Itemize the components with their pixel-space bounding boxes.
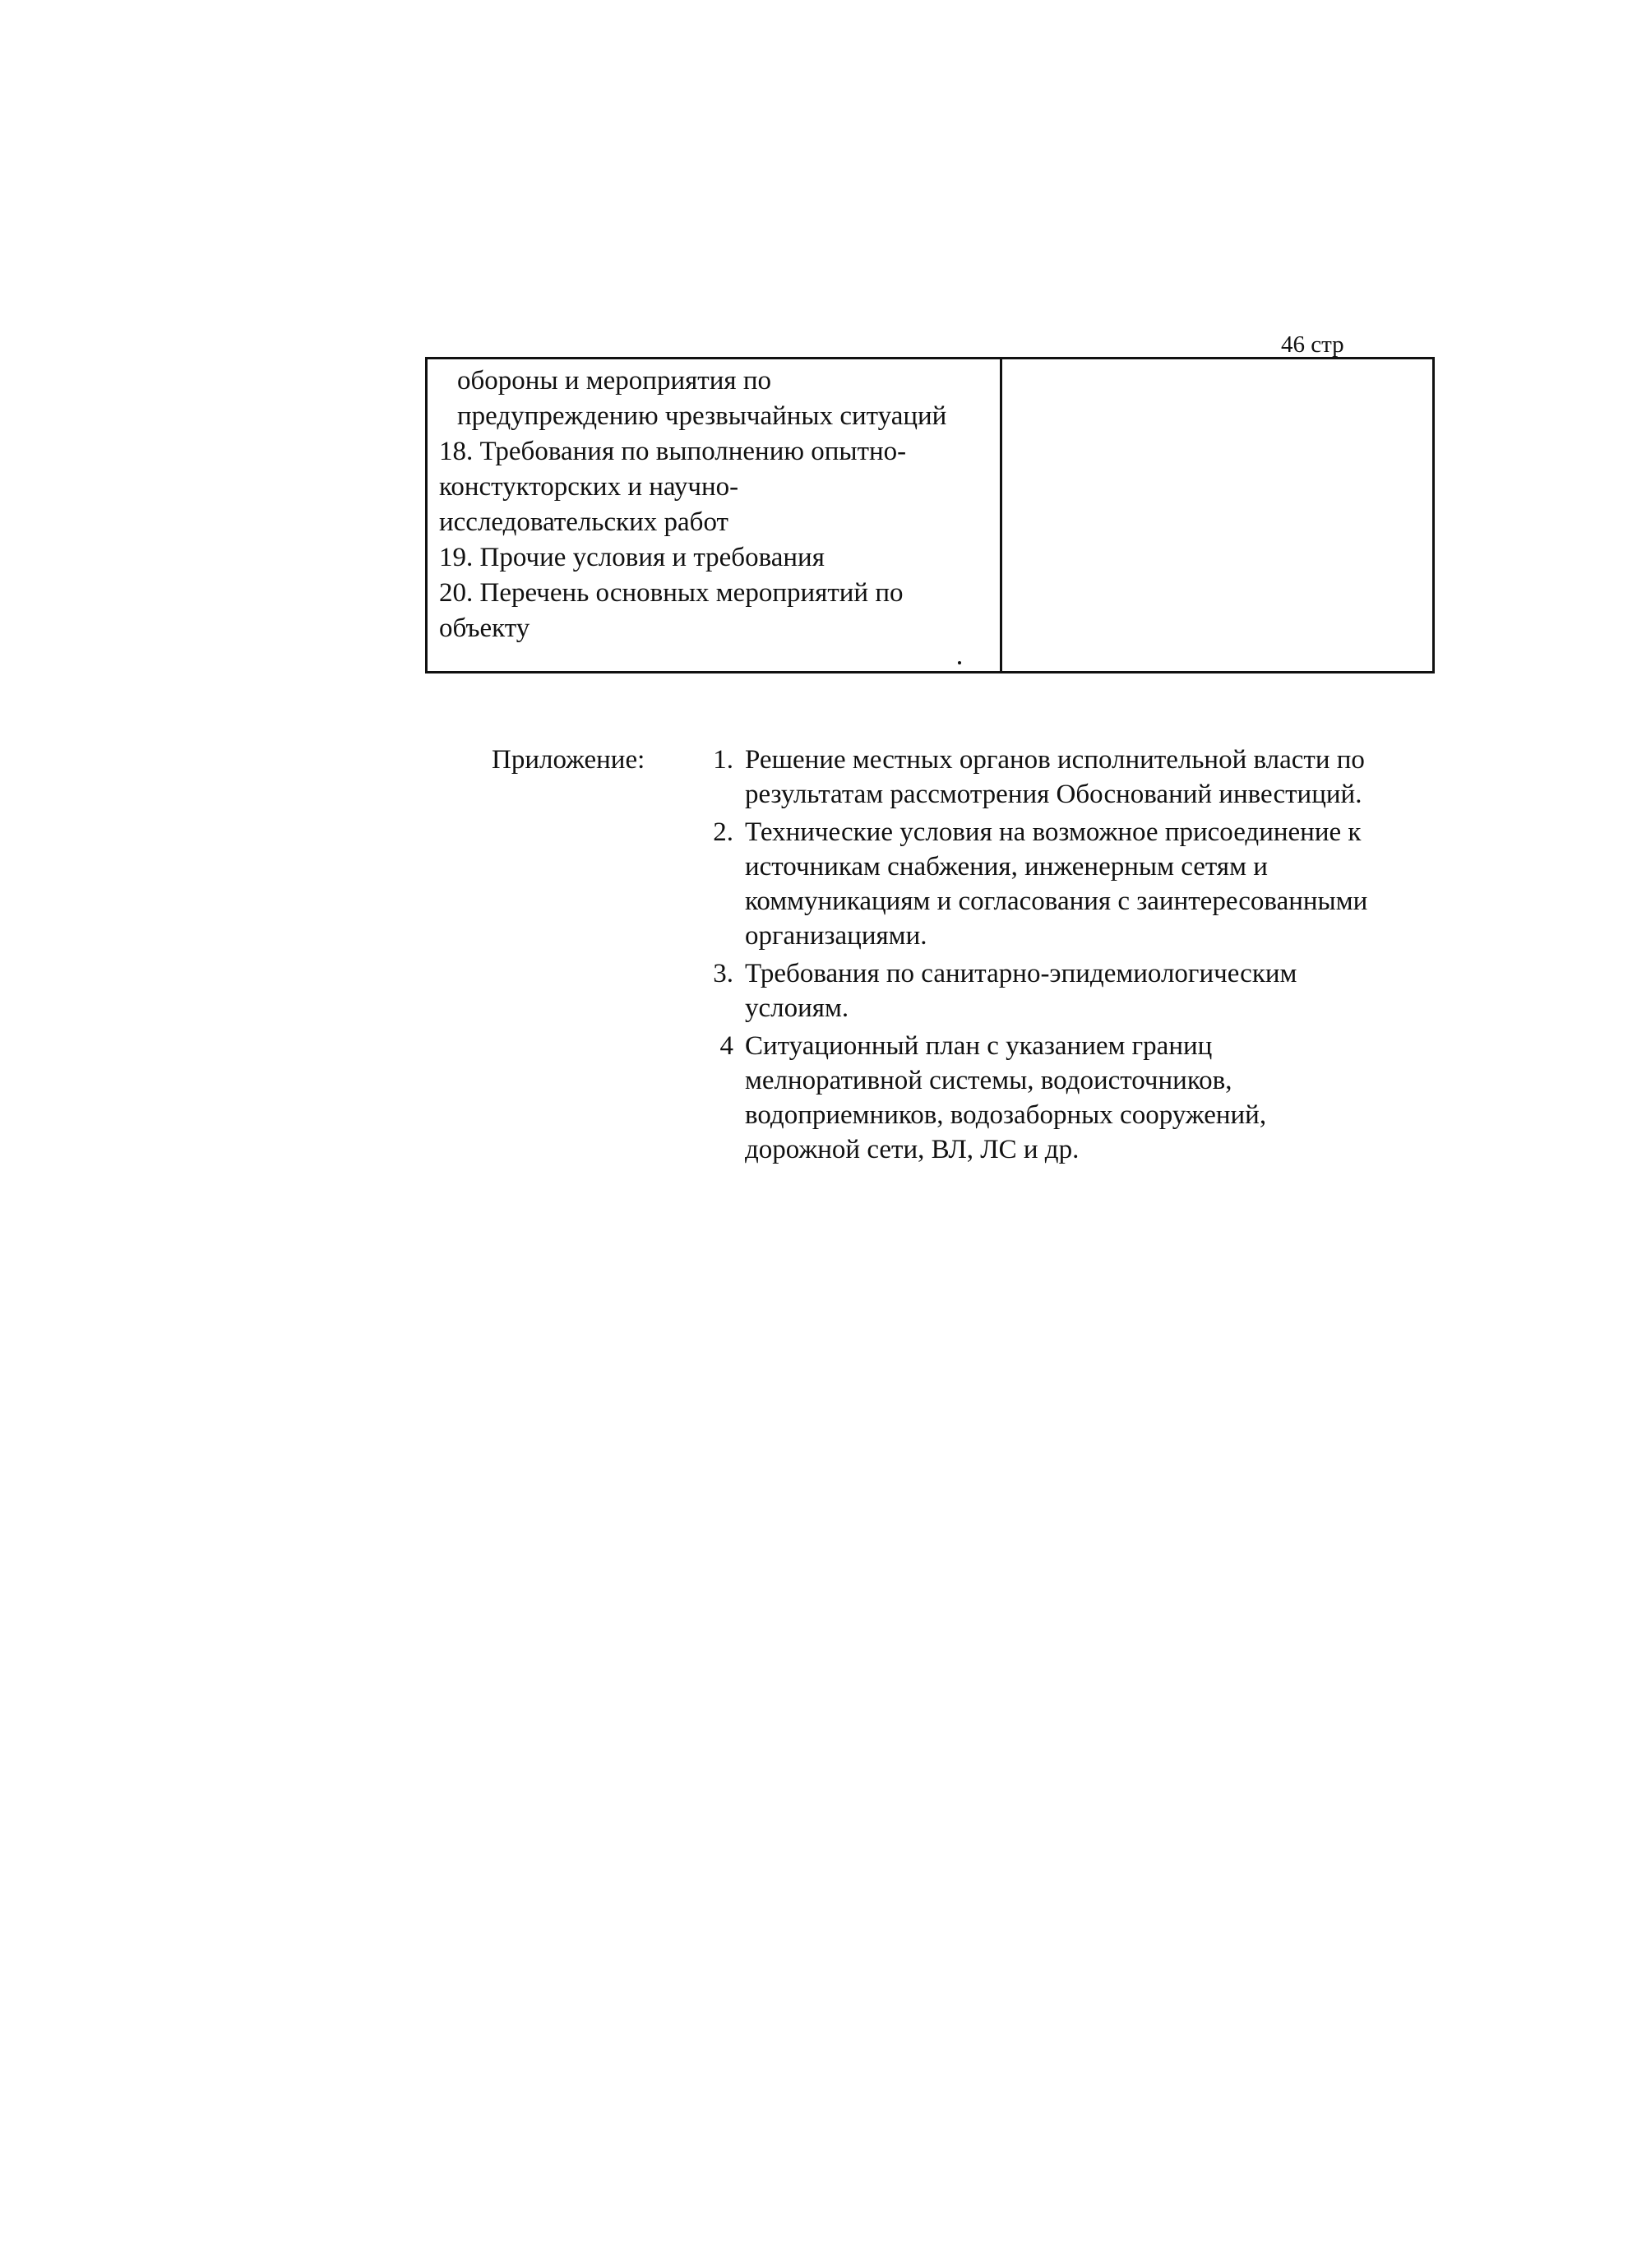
table-text-line: предупреждению чрезвычайных ситуаций: [457, 401, 947, 431]
table-text-line: 19. Прочие условия и требования: [439, 543, 825, 572]
table-text-line: 20. Перечень основных мероприятий по: [439, 578, 904, 608]
appendix-label: Приложение:: [492, 745, 645, 775]
appendix-text-line: Решение местных органов исполнительной власти по: [745, 745, 1365, 775]
appendix-text-line: дорожной сети, ВЛ, ЛС и др.: [745, 1135, 1080, 1164]
appendix-text-line: водоприемников, водозаборных сооружений,: [745, 1100, 1267, 1130]
table-text-line: исследовательских работ: [439, 507, 728, 537]
table-text-line: объекту: [439, 613, 530, 643]
appendix-text-line: Технические условия на возможное присоединение к: [745, 817, 1362, 847]
appendix-list: [697, 743, 1413, 1170]
appendix-item-number: 1.: [713, 745, 733, 775]
appendix-text-line: Требования по санитарно-эпидемиологическим: [745, 959, 1297, 988]
appendix-text-line: мелноративной системы, водоисточников,: [745, 1066, 1232, 1095]
appendix-item-number: 4: [719, 1031, 733, 1061]
appendix-text-line: организациями.: [745, 921, 927, 951]
appendix-item: [697, 815, 1413, 953]
page-number: 46 стр: [1281, 331, 1344, 358]
stray-dot-mark: [958, 661, 961, 664]
appendix-text-line: результатам рассмотрения Обоснований инвестиций.: [745, 780, 1362, 809]
appendix-text-line: коммуникациям и согласования с заинтересованными: [745, 886, 1368, 916]
appendix-text-line: Ситуационный план с указанием границ: [745, 1031, 1213, 1061]
appendix-item-text: [745, 956, 1297, 1025]
appendix-text-line: источникам снабжения, инженерным сетям и: [745, 852, 1268, 882]
appendix-item-text: [745, 815, 1367, 953]
table-cell-empty: [1002, 359, 1432, 671]
appendix-item: [697, 1029, 1413, 1167]
table-cell-requirements: [428, 359, 1002, 671]
table-text-line: 18. Требования по выполнению опытно-: [439, 437, 907, 466]
table-text-line: констукторских и научно-: [439, 472, 739, 502]
appendix-text-line: услоиям.: [745, 993, 849, 1023]
table-text-line: обороны и мероприятия по: [457, 366, 771, 396]
appendix-item-text: [745, 743, 1365, 812]
appendix-item: [697, 743, 1413, 812]
requirements-table: [425, 357, 1435, 673]
appendix-item: [697, 956, 1413, 1025]
appendix-item-text: [745, 1029, 1266, 1167]
appendix-item-number: 3.: [713, 959, 733, 988]
appendix-item-number: 2.: [713, 817, 733, 847]
